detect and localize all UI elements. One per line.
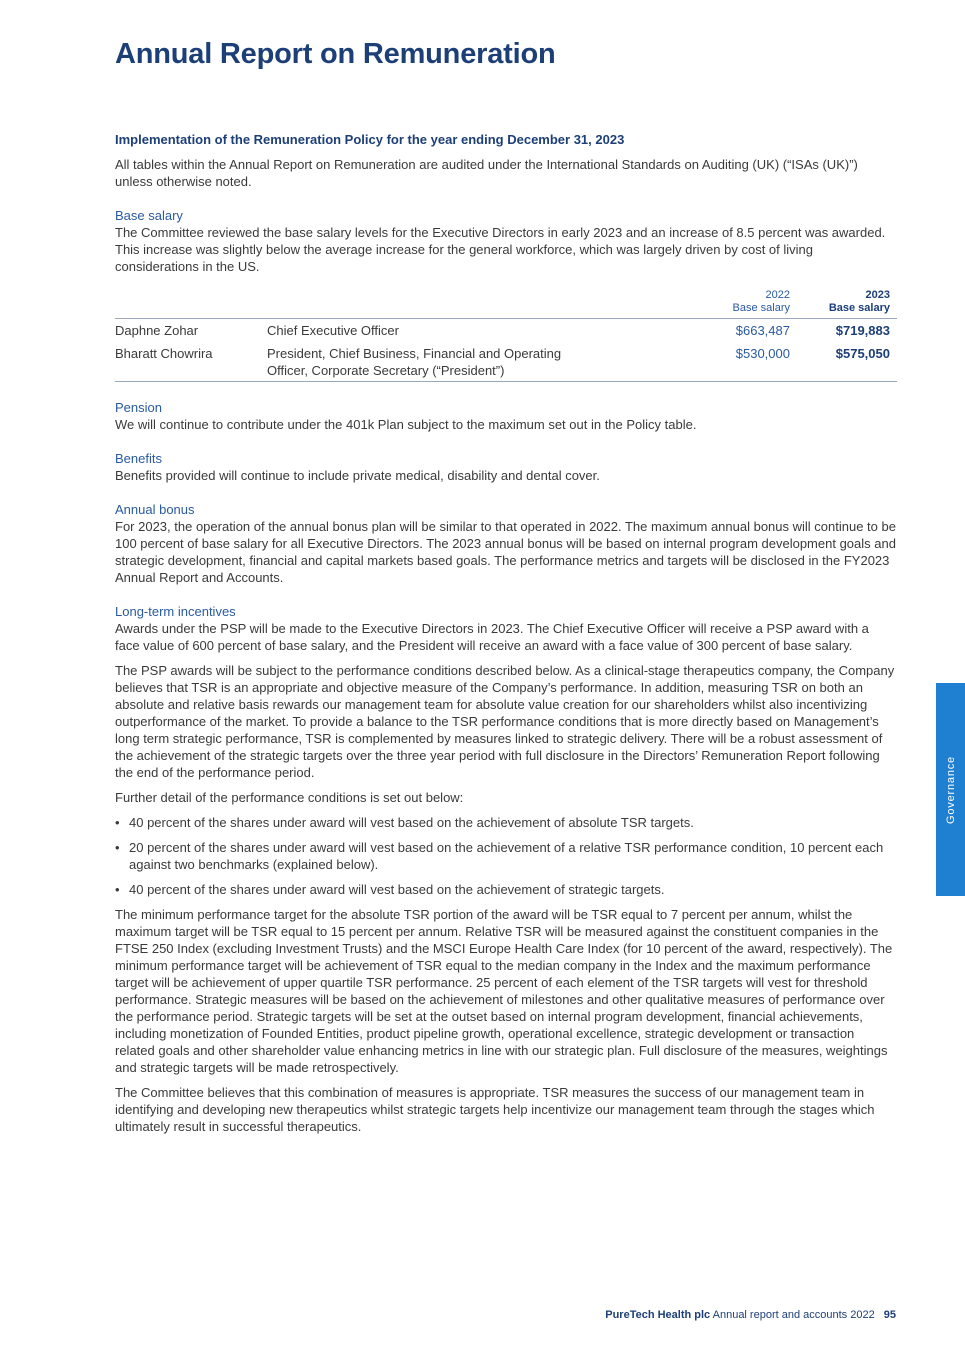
header-2022-year: 2022 [765, 289, 790, 301]
report-body [115, 131, 897, 1143]
benefits-heading: Benefits [115, 451, 162, 466]
footer-document: Annual report and accounts 2022 [712, 1309, 875, 1321]
long-term-paragraph-3: Further detail of the performance conditions is set out below: [115, 790, 464, 805]
annual-bonus-heading: Annual bonus [115, 502, 195, 517]
table-row [115, 319, 897, 343]
long-term-heading: Long-term incentives [115, 604, 236, 619]
list-item: • 40 percent of the shares under award will vest based on the achievement of strategic targets. [115, 881, 897, 898]
header-2022-label: Base salary [732, 302, 790, 314]
base-salary-heading: Base salary [115, 208, 183, 223]
header-2023 [797, 289, 897, 319]
list-item: • 20 percent of the shares under award will vest based on the achievement of a relative TSR performance condition, 10 percent each against two benchmarks (explained below). [115, 839, 897, 873]
salary-table-header [115, 289, 897, 319]
salary-2022: $530,000 [735, 346, 790, 361]
base-salary-text: The Committee reviewed the base salary levels for the Executive Directors in early 2023 and an increase of 8.5 percent was awarded. This increase was slightly below the average increase for the general workforce, which was largely driven by cost of living considerations in the US. [115, 225, 886, 274]
section-heading: Implementation of the Remuneration Policy for the year ending December 31, 2023 [115, 132, 625, 147]
director-role: President, Chief Business, Financial and Operating Officer, Corporate Secretary (“President”) [267, 346, 562, 378]
header-2022 [687, 289, 797, 319]
salary-2023: $719,883 [835, 323, 890, 338]
director-role: Chief Executive Officer [267, 323, 399, 338]
salary-2022: $663,487 [735, 323, 790, 338]
long-term-paragraph-5: The Committee believes that this combination of measures is appropriate. TSR measures the success of our management team in identifying and developing new therapeutics whilst strategic targets help incentivize our management team through the stages which ultimately result in successful therapeutics. [115, 1085, 875, 1134]
performance-conditions-list [115, 814, 897, 898]
salary-table [115, 289, 897, 382]
long-term-paragraph-4: The minimum performance target for the absolute TSR portion of the award will be TSR equal to 7 percent per annum, whilst the maximum target will be TSR equal to 15 percent per annum. Relative TSR will be measured against the constituent companies in the FTSE 250 Index (excluding Investment Trusts) and the MSCI Europe Health Care Index (for 10 percent of the award, respectively). The minimum performance target will be achievement of TSR equal to the median company in the Index and the maximum performance target will be achievement of upper quartile TSR performance. 25 percent of each element of the TSR targets will vest for threshold performance. Strategic measures will be based on the achievement of milestones and other qualitative measures of performance over the performance period. Strategic targets will be set at the outset based on internal program development, financial achievements, including monetization of Founded Entities, product pipeline growth, operational excellence, strategic development or transaction related goals and other shareholder value enhancing metrics in line with our strategic plan. Full disclosure of the measures, weightings and strategic targets will be made retrospectively. [115, 907, 893, 1075]
director-name: Daphne Zohar [115, 323, 199, 338]
list-item: • 40 percent of the shares under award will vest based on the achievement of absolute TSR targets. [115, 814, 897, 831]
header-role [267, 289, 687, 319]
page-title: Annual Report on Remuneration [115, 38, 556, 70]
page-number: 95 [883, 1309, 896, 1321]
governance-section-tab [936, 683, 965, 896]
intro-paragraph: All tables within the Annual Report on Remuneration are audited under the International Standards on Auditing (UK) (“ISAs (UK)”) unless otherwise noted. [115, 157, 858, 189]
pension-heading: Pension [115, 400, 162, 415]
header-name [115, 289, 267, 319]
benefits-text: Benefits provided will continue to include private medical, disability and dental cover. [115, 468, 600, 483]
salary-2023: $575,050 [835, 346, 890, 361]
pension-text: We will continue to contribute under the 401k Plan subject to the maximum set out in the Policy table. [115, 417, 697, 432]
table-row [115, 342, 897, 382]
side-tab-label: Governance [944, 755, 957, 824]
header-2023-label: Base salary [828, 302, 890, 314]
annual-bonus-text: For 2023, the operation of the annual bonus plan will be similar to that operated in 2022. The maximum annual bonus will continue to be 100 percent of base salary for all Executive Directors. The 2023 annual bonus will be based on internal program development goals and strategic development, financial and capital markets based goals. The performance metrics and targets will be disclosed in the FY2023 Annual Report and Accounts. [115, 519, 896, 585]
footer-company: PureTech Health plc [605, 1309, 711, 1321]
page-footer [605, 1309, 896, 1321]
header-2023-year: 2023 [865, 289, 890, 301]
director-name: Bharatt Chowrira [115, 346, 213, 361]
long-term-paragraph-2: The PSP awards will be subject to the performance conditions described below. As a clinical-stage therapeutics company, the Company believes that TSR is an appropriate and objective measure of the Company’s performance. In addition, measuring TSR on both an absolute and relative basis rewards our management team for absolute value creation for our shareholders whilst also incentivizing outperformance of the market. To provide a balance to the TSR performance conditions that is more directly based on Management’s long term strategic performance, TSR is complemented by measures linked to strategic delivery. There will be a robust assessment of the achievement of the strategic targets over the three year period with full disclosure in the Directors’ Remuneration Report following the end of the performance period. [115, 663, 895, 780]
long-term-paragraph-1: Awards under the PSP will be made to the Executive Directors in 2023. The Chief Executive Officer will receive a PSP award with a face value of 600 percent of base salary, and the President will receive an award with a face value of 300 percent of base salary. [115, 621, 869, 653]
